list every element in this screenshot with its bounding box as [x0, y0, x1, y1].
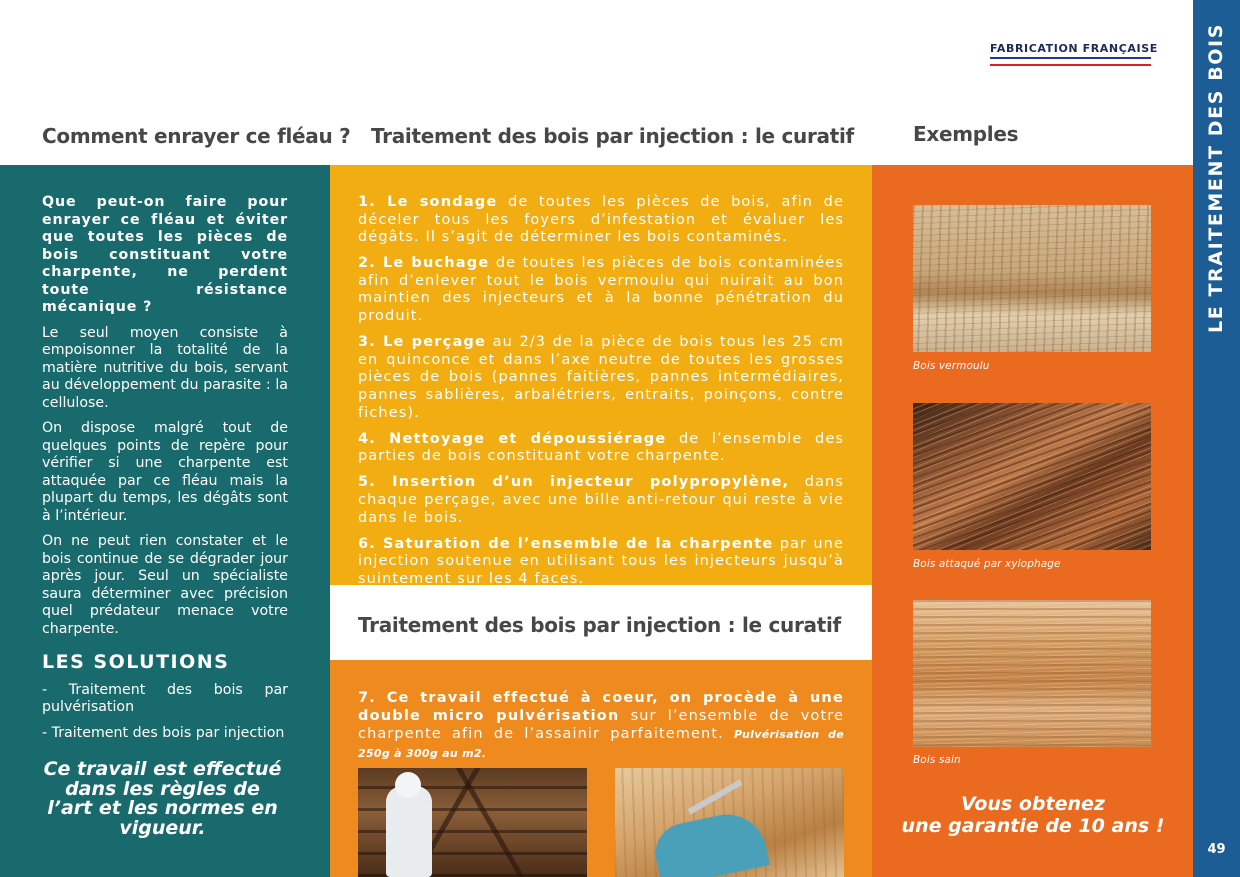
step-1 [358, 194, 844, 247]
step-1-text: de toutes les pièces de bois, afin de déceler tous les foyers d’infestation et évaluer les dégâts. Il s’agit de déterminer les bois contaminés. [358, 194, 844, 246]
made-in-france-badge [990, 42, 1158, 66]
step-7-label: 7. Ce travail effectué à coeur, on procède à une double micro pulvérisation [358, 690, 844, 724]
step-7-text: sur l’ensemble de votre charpente afin de l’assainir parfaitement. [358, 708, 844, 742]
step-5 [358, 474, 844, 527]
worker-hood [395, 772, 421, 798]
step-3-text: au 2/3 de la pièce de bois tous les 25 cm en quinconce et dans l’axe neutre de toutes les grosses pièces de bois (pannes faitières, pannes intermédiaires, pannes sablières, arbalétriers, entraits, poinçons, contre fiches). [358, 334, 844, 421]
example-caption-vermoulu: Bois vermoulu [913, 360, 990, 372]
step-5-label: 5. Insertion d’un injecteur polypropylène, [358, 474, 790, 491]
solution-item-injection: - Traitement des bois par injection [42, 724, 285, 741]
guarantee-callout [893, 793, 1173, 837]
heading-comment-enrayer: Comment enrayer ce fléau ? [42, 124, 351, 148]
step-3 [358, 334, 844, 422]
step-6 [358, 536, 844, 589]
step-4 [358, 431, 844, 466]
sprayer-tool [650, 807, 770, 877]
guarantee-line-1: Vous obtenez [961, 793, 1105, 815]
solutions-title: LES SOLUTIONS [42, 651, 230, 673]
step-2-text: de toutes les pièces de bois contaminées afin d’enlever tout le bois vermoulu qui nuirait au bon maintien des injecteurs et à la bonne pénétration du produit. [358, 255, 844, 325]
solution-item-pulverisation: - Traitement des bois par pulvérisation [42, 681, 288, 715]
example-photo-vermoulu [913, 205, 1151, 352]
heading-traitement-injection-2: Traitement des bois par injection : le curatif [358, 613, 841, 637]
heading-exemples: Exemples [913, 122, 1019, 146]
flag-stripe-white [990, 61, 1151, 62]
teal-quote: Ce travail est effectué dans les règles de l’art et les normes en vigueur. [43, 758, 282, 839]
step-1-label: 1. Le sondage [358, 194, 498, 210]
example-caption-xylophage: Bois attaqué par xylophage [913, 558, 1061, 570]
example-photo-sain [913, 600, 1151, 747]
teal-column [42, 194, 288, 750]
heading-traitement-injection: Traitement des bois par injection : le curatif [371, 124, 854, 148]
teal-paragraph-3: On ne peut rien constater et le bois continue de se dégrader jour après jour. Seul un spécialiste saura déterminer avec précision quel prédateur menace votre charpente. [42, 533, 288, 637]
teal-paragraph-2: On dispose malgré tout de quelques points de repère pour vérifier si une charpente est attaquée par ce fléau mais la plupart du temps, les dégâts sont à l’intérieur. [42, 420, 288, 524]
example-photo-xylophage [913, 403, 1151, 550]
flag-stripe-red [990, 64, 1151, 66]
step-7 [358, 689, 844, 763]
step-4-text: de l’ensemble des parties de bois constituant votre charpente. [358, 430, 844, 465]
teal-paragraph-1: Le seul moyen consiste à empoisonner la totalité de la matière nutritive du bois, servant au développement du parasite : la cellulose. [42, 324, 288, 411]
step-2 [358, 255, 844, 325]
badge-label: FABRICATION FRANÇAISE [990, 42, 1158, 55]
worker-figure [386, 786, 432, 877]
example-caption-sain: Bois sain [913, 754, 961, 766]
step-4-label: 4. Nettoyage et dépoussiérage [358, 430, 667, 447]
step-6-text: par une injection soutenue en utilisant tous les injecteurs jusqu’à suintement sur les 4 faces. [358, 535, 844, 587]
treatment-worker-photo [358, 768, 587, 877]
guarantee-line-2: une garantie de 10 ans ! [901, 815, 1165, 837]
step-7-note: Pulvérisation de 250g à 300g au m2. [358, 728, 844, 760]
step-5-text: dans chaque perçage, avec une bille anti-retour qui reste à vie dans le bois. [358, 474, 844, 526]
step-6-label: 6. Saturation de l’ensemble de la charpente [358, 535, 774, 552]
flag-stripe-blue [990, 57, 1151, 59]
injection-photo [615, 768, 844, 877]
teal-question: Que peut-on faire pour enrayer ce fléau et éviter que toutes les pièces de bois constituant votre charpente, ne perdent toute résistance mécanique ? [42, 194, 288, 315]
side-title: LE TRAITEMENT DES BOIS [1205, 22, 1227, 334]
step-2-label: 2. Le buchage [358, 255, 490, 272]
page-number: 49 [1207, 842, 1226, 857]
step-3-label: 3. Le perçage [358, 334, 487, 351]
sprayer-nozzle [688, 779, 743, 814]
steps-list [358, 194, 844, 597]
